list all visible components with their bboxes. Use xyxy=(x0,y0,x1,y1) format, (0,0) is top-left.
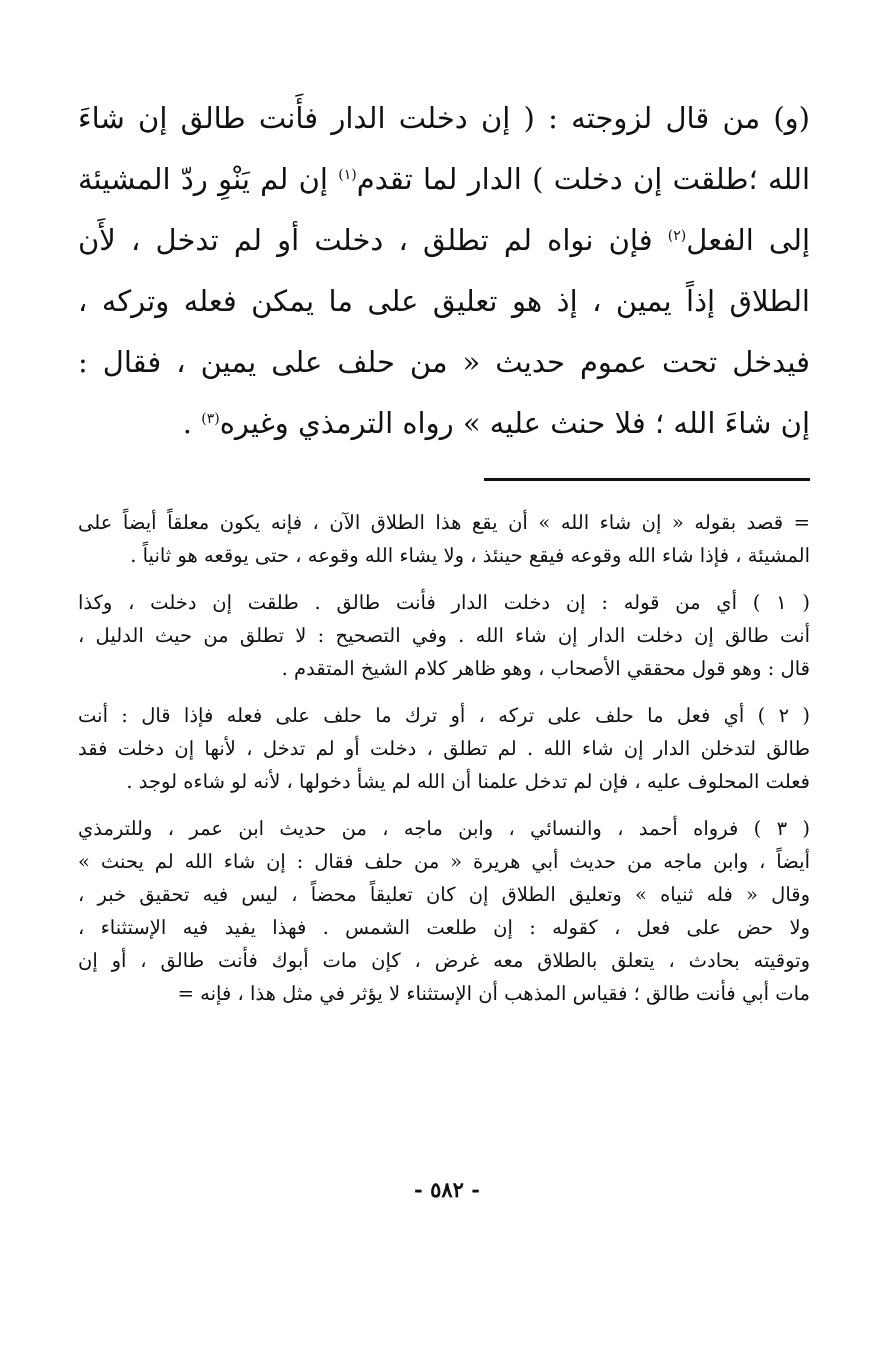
footnote-separator xyxy=(484,478,810,481)
footnote-line: ( ١ ) أي من قوله : إن دخلت الدار فأنت طالق . طلقت إن دخلت ، وكذا xyxy=(78,591,810,614)
footnote-line: المشيئة ، فإذا شاء الله وقوعه فيقع حينئذ ، ولا يشاء الله وقوعه ، حتى يوقعه هو ثانياً . xyxy=(130,544,810,567)
footnote-line: وتوقيته بحادث ، يتعلق بالطلاق معه غرض ، كإن مات أبوك فأنت طالق ، أو إن xyxy=(78,949,810,972)
main-line-text: فإن نواه لم تطلق ، دخلت أو لم تدخل ، لأَن xyxy=(78,223,653,257)
footnote-continued xyxy=(78,506,810,572)
main-line-text: الله ؛طلقت إن دخلت ) الدار لما تقدم xyxy=(356,162,810,196)
main-line: فيدخل تحت عموم حديث « من حلف على يمين ، فقال : xyxy=(78,345,810,379)
footnote-line: أيضاً ، وابن ماجه من حديث أبي هريرة « من حلف فقال : إن شاء الله لم يحنث » xyxy=(78,850,810,873)
footnote-ref: (٢) xyxy=(667,228,687,244)
main-line-text: . xyxy=(182,406,192,440)
footnote-ref: (١) xyxy=(338,167,357,183)
main-line-text: إن لم يَنْوِ ردّ المشيئة xyxy=(78,162,328,196)
footnote-1 xyxy=(78,586,810,685)
footnote-line: ولا حض على فعل ، كقوله : إن طلعت الشمس . فهذا يفيد فيه الإستثناء ، xyxy=(78,916,810,939)
main-line xyxy=(78,149,810,210)
footnote-line: طالق لتدخلن الدار إن شاء الله . لم تطلق ، دخلت أو لم تدخل ، لأنها إن دخلت فقد xyxy=(78,737,810,760)
footnote-line: = قصد بقوله « إن شاء الله » أن يقع هذا الطلاق الآن ، فإنه يكون معلقاً أيضاً على xyxy=(78,511,810,534)
footnote-line: مات أبي فأنت طالق ؛ فقياس المذهب أن الإستثناء لا يؤثر في مثل هذا ، فإنه = xyxy=(177,982,810,1005)
main-line-text: إلى الفعل xyxy=(686,223,810,257)
footnote-ref: (٣) xyxy=(201,411,220,427)
footnote-3 xyxy=(78,812,810,1010)
main-line xyxy=(78,393,810,454)
footnote-line: ( ٢ ) أي فعل ما حلف على تركه ، أو ترك ما حلف على فعله فإذا قال : أنت xyxy=(78,704,810,727)
footnote-line: قال : وهو قول محققي الأصحاب ، وهو ظاهر كلام الشيخ المتقدم . xyxy=(281,657,810,680)
footnote-line: أنت طالق إن دخلت الدار إن شاء الله . وفي التصحيح : لا تطلق من حيث الدليل ، xyxy=(78,624,810,647)
footnote-2 xyxy=(78,699,810,798)
main-line: الطلاق إذاً يمين ، إذ هو تعليق على ما يمكن فعله وتركه ، xyxy=(78,284,810,318)
footnotes xyxy=(78,506,810,1024)
footnote-line: ( ٣ ) فرواه أحمد ، والنسائي ، وابن ماجه ، من حديث ابن عمر ، وللترمذي xyxy=(78,817,810,840)
main-line xyxy=(78,88,810,149)
main-text xyxy=(78,88,810,454)
main-line-text: إن شاءَ الله ؛ فلا حنث عليه » رواه الترمذي وغيره xyxy=(219,406,810,440)
main-line xyxy=(78,210,810,271)
footnote-line: وقال « فله ثنياه » وتعليق الطلاق إن كان تعليقاً محضاً ، ليس فيه تحقيق خبر ، xyxy=(78,883,810,906)
footnote-line: فعلت المحلوف عليه ، فإن لم تدخل علمنا أن الله لم يشأ دخولها ، لأنه لو شاءه لوجد . xyxy=(126,770,810,793)
page-number: - ٥٨٢ - xyxy=(414,1177,480,1202)
main-line-text: (و) من قال لزوجته : ( إن دخلت الدار فأَنت طالق إن شاءَ xyxy=(78,101,810,135)
